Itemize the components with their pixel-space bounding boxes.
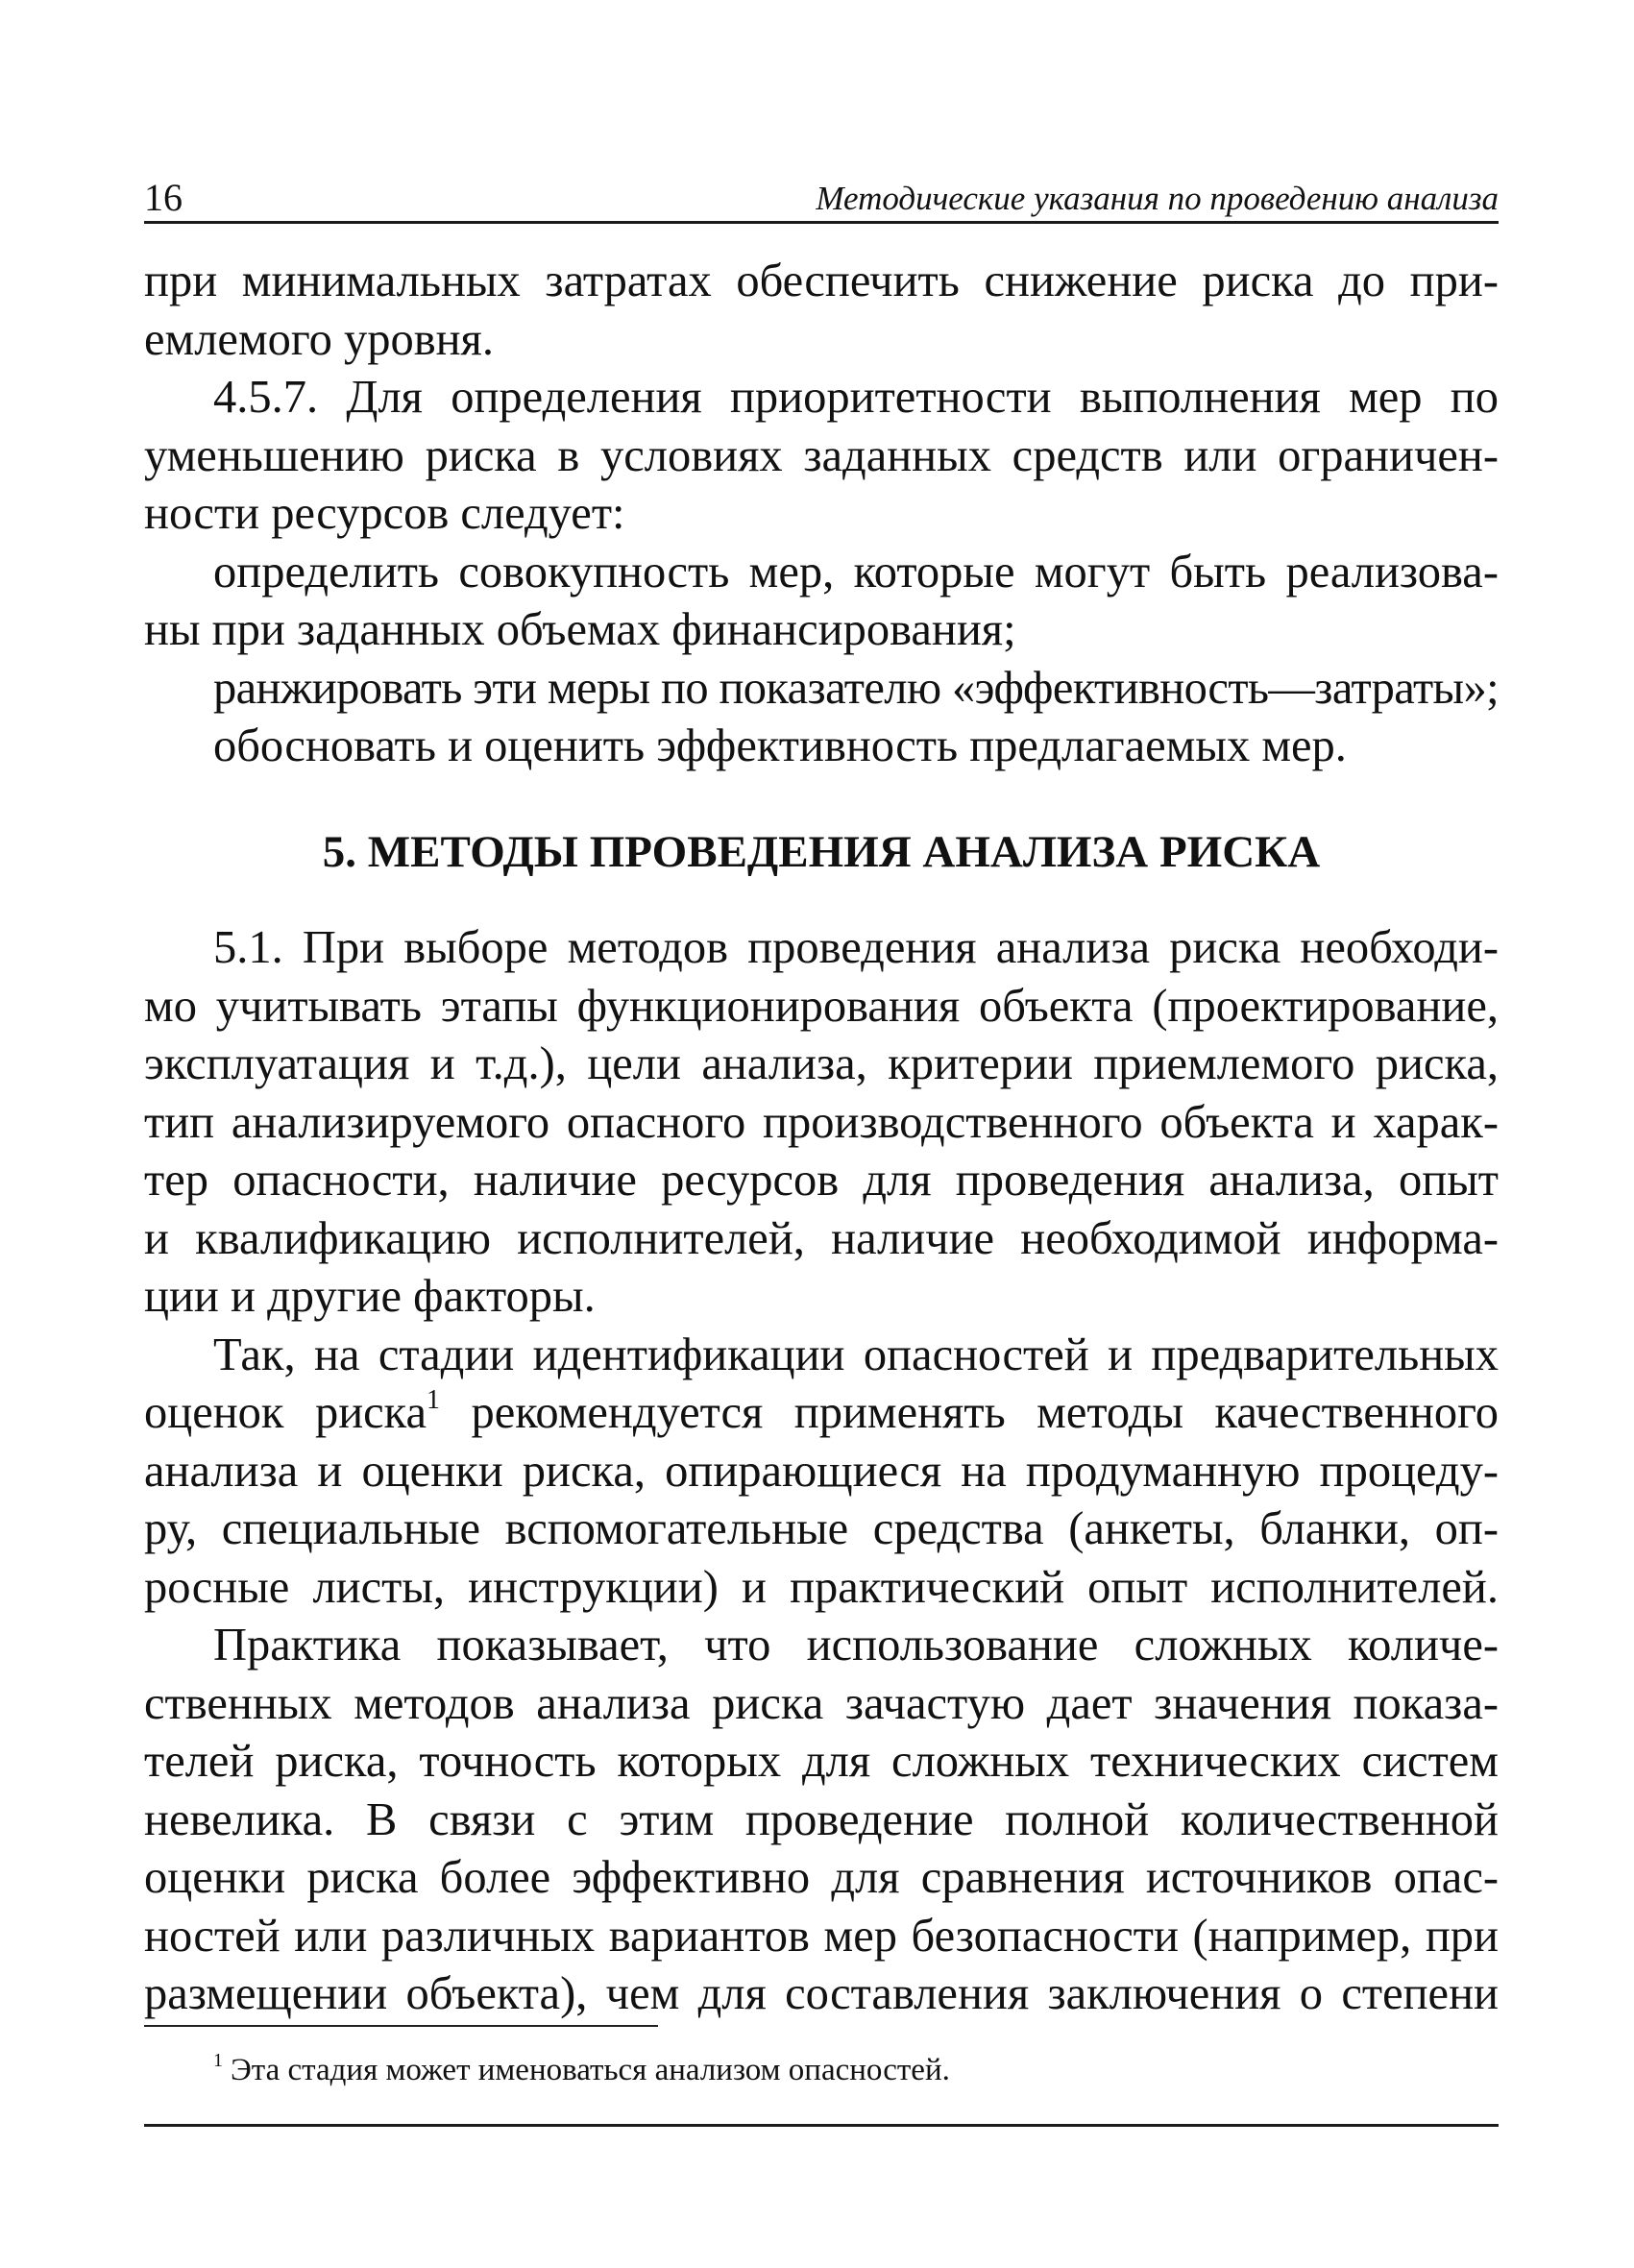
text-line: мо учитывать этапы функционирования объекта (проектирование, xyxy=(144,980,1499,1032)
text-line: 5.1. При выборе методов проведения анализа риска необходи- xyxy=(213,922,1499,973)
text-line: определить совокупность мер, которые могут быть реализова- xyxy=(213,546,1499,597)
text-line: анализа и оценки риска, опирающиеся на продуманную процеду- xyxy=(144,1445,1499,1497)
text-line: тер опасности, наличие ресурсов для проведения анализа, опыт xyxy=(144,1155,1499,1206)
text-line: Практика показывает, что использование сложных количе- xyxy=(213,1620,1499,1671)
text-line: и квалификацию исполнителей, наличие необходимой информа- xyxy=(144,1212,1499,1264)
footnote-divider xyxy=(144,2025,658,2027)
text-line-with-footnote-ref xyxy=(144,1384,1499,1443)
text-line: ру, специальные вспомогательные средства (анкеты, бланки, оп- xyxy=(144,1503,1499,1554)
text-line: росные листы, инструкции) и практический опыт исполнителей. xyxy=(144,1561,1499,1613)
text-block-2 xyxy=(144,919,1499,2024)
text-block-1 xyxy=(144,253,1499,776)
text-line: ции и другие факторы. xyxy=(144,1271,596,1322)
text-line: Так, на стадии идентификации опасностей и предварительных xyxy=(213,1329,1499,1380)
text-line: невелика. В связи с этим проведение полной количественной xyxy=(144,1793,1499,1845)
text-line: ностей или различных вариантов мер безопасности (например, при xyxy=(144,1910,1499,1962)
text-line: ности ресурсов следует: xyxy=(144,488,625,539)
text-line: 4.5.7. Для определения приоритетности выполнения мер по xyxy=(213,372,1499,423)
text-line: эксплуатация и т.д.), цели анализа, критерии приемлемого риска, xyxy=(144,1038,1499,1089)
page-number: 16 xyxy=(144,176,183,219)
text-line: размещении объекта), чем для составления заключения о степени xyxy=(144,1968,1499,2019)
text-segment: оценок риска xyxy=(144,1387,427,1438)
text-line: ны при заданных объемах финансирования; xyxy=(144,604,1016,655)
footnote xyxy=(213,2051,950,2089)
text-line: телей риска, точность которых для сложных технических систем xyxy=(144,1736,1499,1787)
text-line: ранжировать эти меры по показателю «эффективность—затраты»; xyxy=(213,662,1499,714)
text-segment: рекомендуется применять методы качественного xyxy=(440,1387,1499,1438)
footnote-reference[interactable]: 1 xyxy=(427,1385,441,1415)
footnote-marker: 1 xyxy=(213,2050,223,2071)
text-line: емлемого уровня. xyxy=(144,313,494,365)
footnote-text: Эта стадия может именоваться анализом опасностей. xyxy=(231,2053,950,2087)
text-line: при минимальных затратах обеспечить снижение риска до при- xyxy=(144,256,1499,306)
text-line: уменьшению риска в условиях заданных средств или ограничен- xyxy=(144,429,1499,481)
text-line: оценки риска более эффективно для сравнения источников опас- xyxy=(144,1852,1499,1903)
running-header xyxy=(144,171,1499,224)
text-line: обосновать и оценить эффективность предлагаемых мер. xyxy=(213,720,1347,771)
section-heading: 5. МЕТОДЫ ПРОВЕДЕНИЯ АНАЛИЗА РИСКА xyxy=(322,827,1321,877)
running-title: Методические указания по проведению анализа xyxy=(816,180,1499,217)
text-line: ственных методов анализа риска зачастую дает значения показа- xyxy=(144,1677,1499,1729)
page-bottom-rule xyxy=(144,2124,1499,2127)
text-line: тип анализируемого опасного производственного объекта и харак- xyxy=(144,1096,1499,1148)
